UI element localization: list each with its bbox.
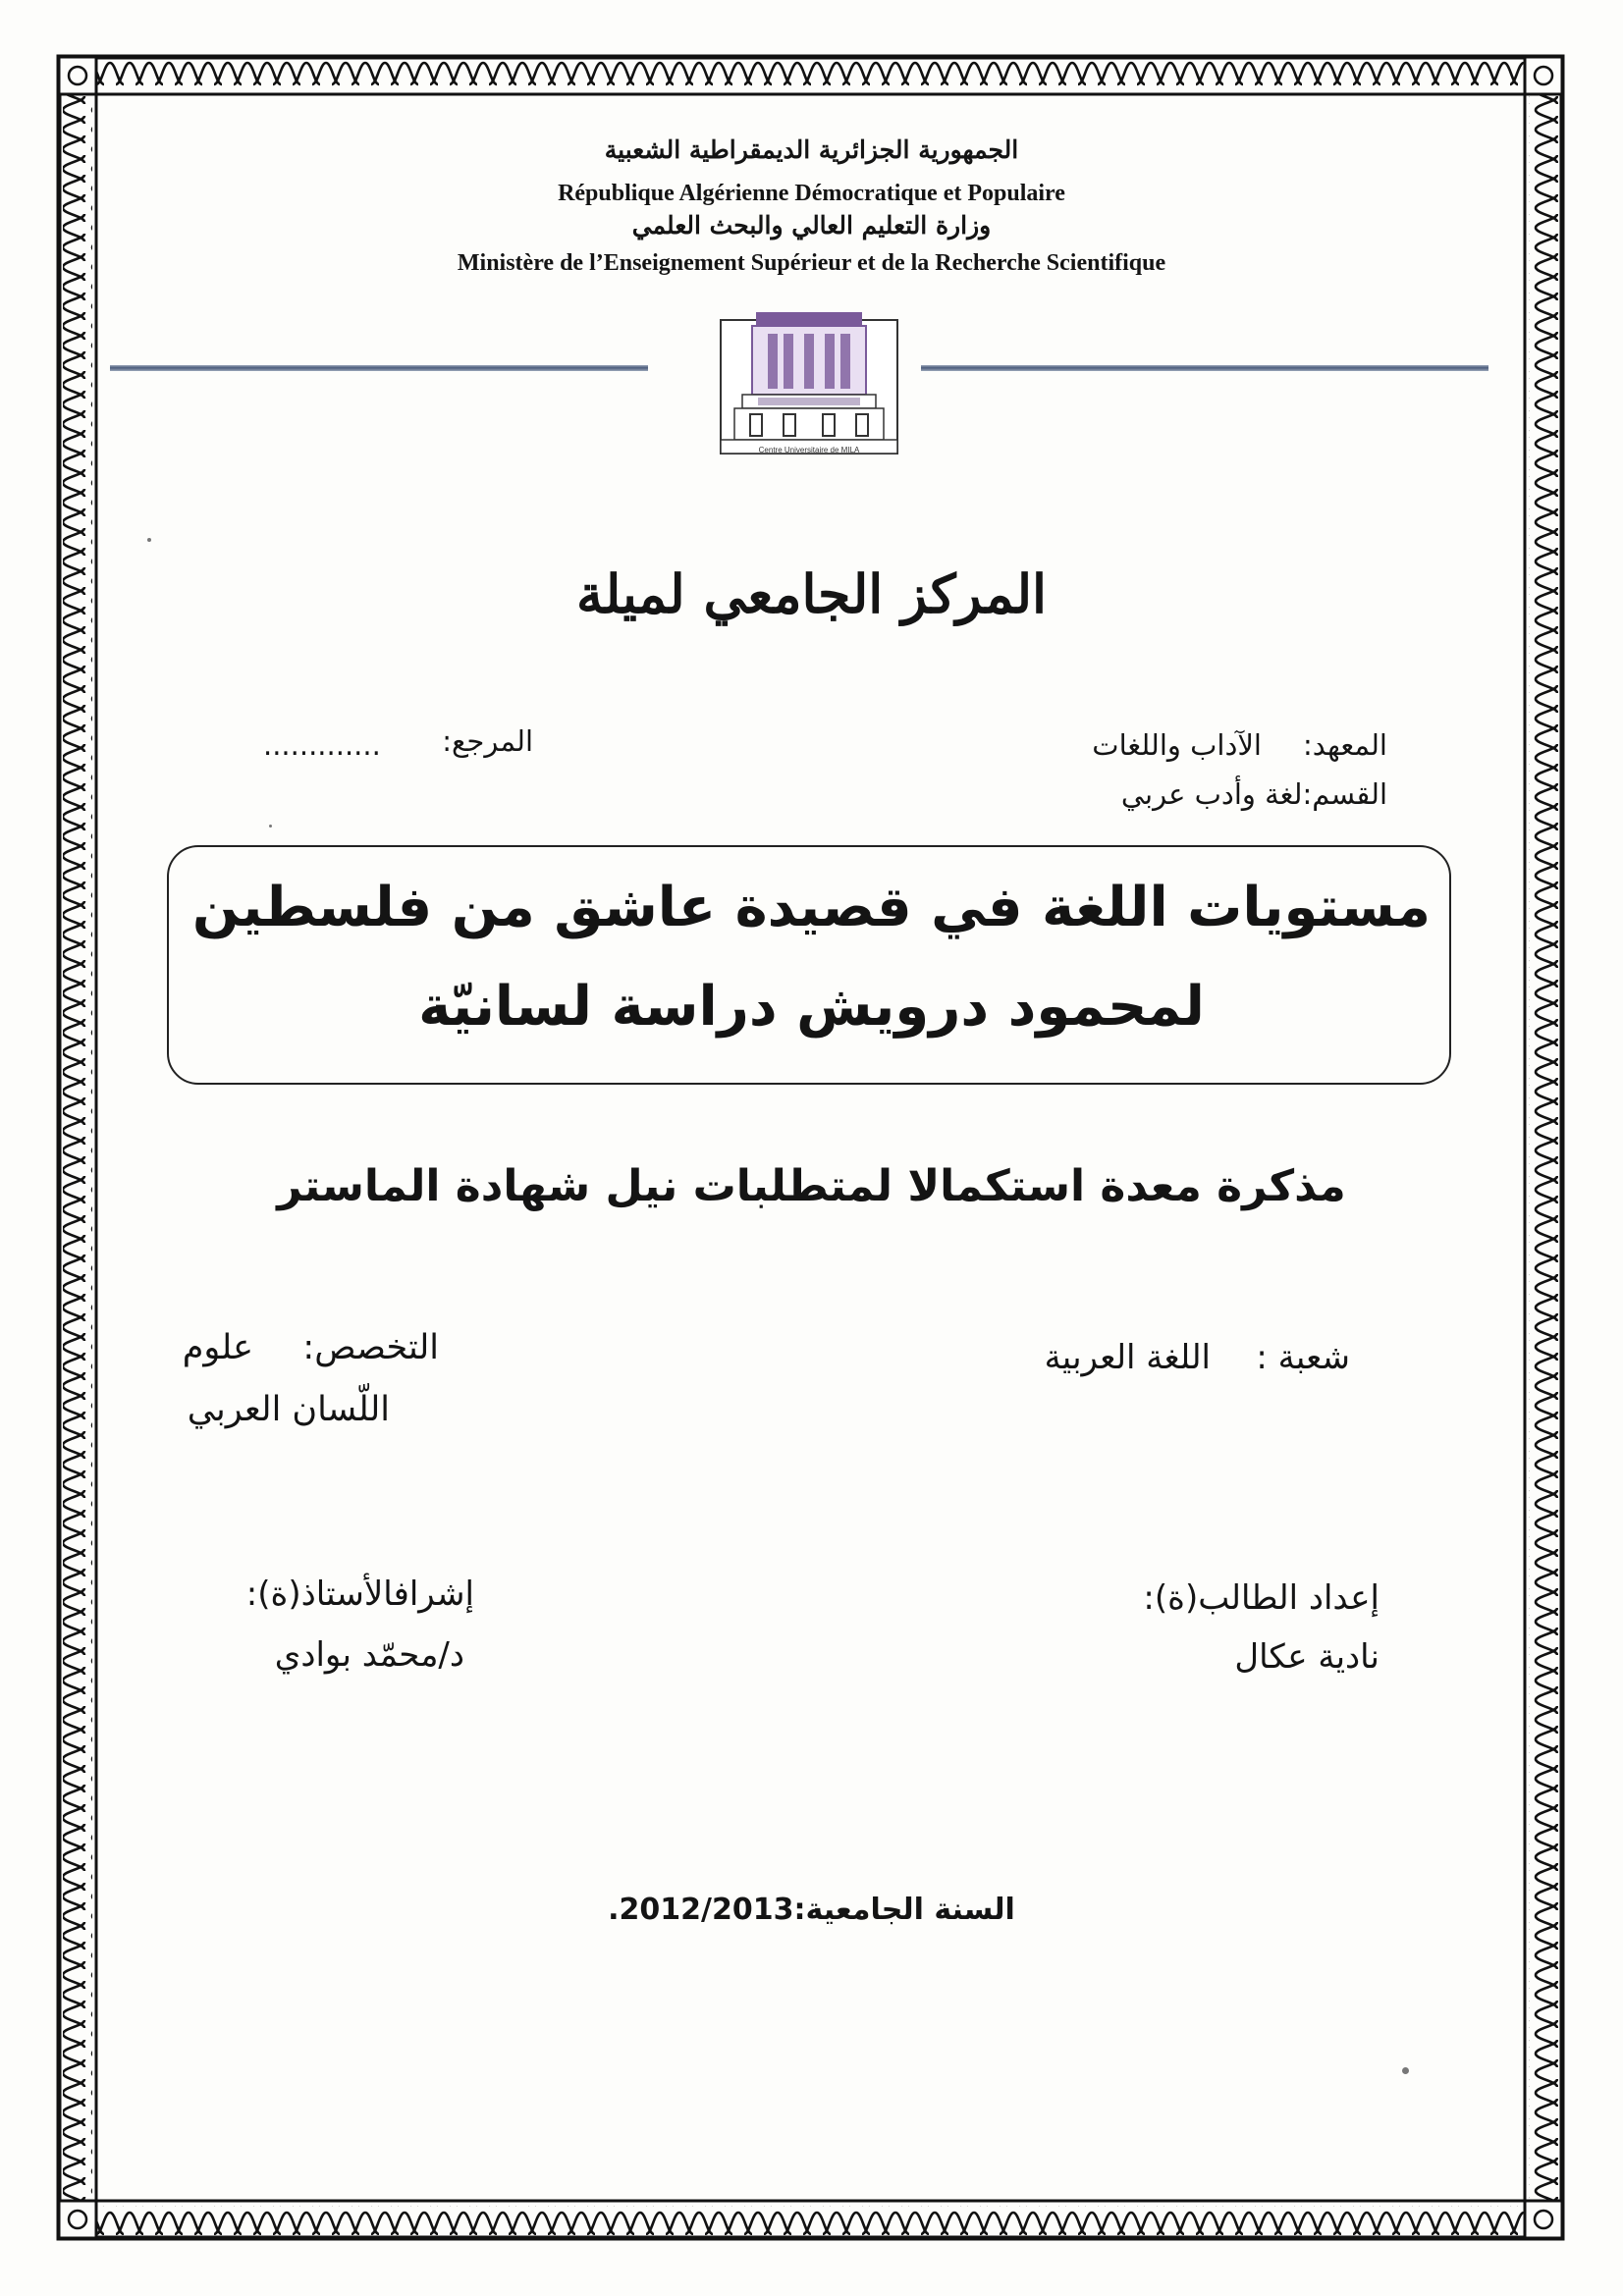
reference-label: المرجع:: [442, 724, 533, 758]
institute-value: الآداب واللغات: [1092, 728, 1262, 762]
branch-label: شعبة :: [1256, 1338, 1350, 1377]
ministry-arabic: وزارة التعليم العالي والبحث العلمي: [631, 211, 992, 240]
header-divider-left: [110, 365, 648, 371]
department: القسم:لغة وأدب عربي: [1120, 777, 1387, 811]
scan-speck: [1402, 2067, 1409, 2074]
republic-french: République Algérienne Démocratique et Populaire: [558, 181, 1065, 206]
institution-name: المركز الجامعي لميلة: [575, 562, 1048, 625]
supervisor-label: إشرافالأستاذ(ة):: [245, 1575, 474, 1614]
specialty-label: التخصص:: [302, 1328, 439, 1367]
student-name: نادية عكال: [1234, 1637, 1380, 1677]
scan-speck: [147, 538, 151, 542]
republic-arabic: الجمهورية الجزائرية الديمقراطية الشعبية: [604, 135, 1019, 164]
header-divider-right: [921, 365, 1488, 371]
memo-statement: مذكرة معدة استكمالا لمتطلبات نيل شهادة الماستر: [277, 1161, 1346, 1211]
branch-value: اللغة العربية: [1044, 1338, 1211, 1377]
scan-speck: [269, 825, 272, 828]
institute-label: المعهد:: [1302, 728, 1387, 762]
ministry-french: Ministère de l’Enseignement Supérieur et de la Recherche Scientifique: [457, 250, 1166, 276]
thesis-title-line-1: مستويات اللغة في قصيدة عاشق من فلسطين: [191, 876, 1432, 939]
thesis-title-line-2: لمحمود درويش دراسة لسانيّة: [418, 975, 1205, 1039]
specialty-value-line-2: اللّسان العربي: [187, 1390, 390, 1429]
student-label: إعداد الطالب(ة):: [1143, 1578, 1380, 1618]
academic-year: السنة الجامعية:2012/2013.: [608, 1893, 1015, 1927]
logo-caption: Centre Universitaire de MILA: [758, 446, 860, 454]
university-building-logo: [713, 281, 905, 459]
specialty-value-line-1: علوم: [182, 1328, 253, 1367]
supervisor-name: د/محمّد بوادي: [274, 1635, 464, 1675]
reference-value: .............: [263, 728, 381, 762]
